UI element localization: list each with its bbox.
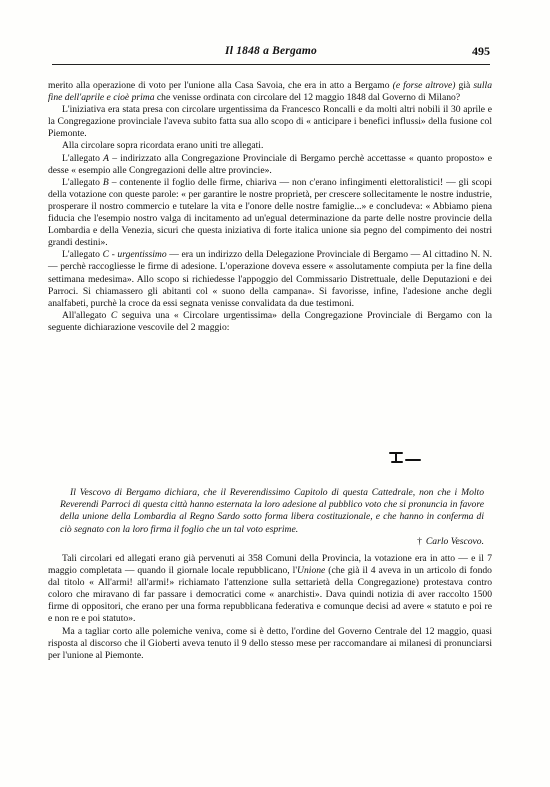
paragraph-initiative: L'iniziativa era stata presa con circolare urgentissima da Francesco Roncalli e da molti altri nobili il 30 aprile e la Congregazione provinciale l'aveva subito fatta sua allo scopo di « anticipare i benefici influssi» della fusione col Piemonte. <box>48 104 492 140</box>
paragraph-central-government-order: Ma a tagliar corto alle polemiche veniva, come si è detto, l'ordine del Governo Centrale del 12 maggio, quasi risposta al discorso che il Gioberti aveva tenuto il 9 dello stesso mese per raccomandare ai milanesi di pronunciarsi per l'unione al Piemonte. <box>48 625 492 661</box>
text-run-italic: C - urgentissimo <box>102 249 167 261</box>
page-header <box>52 44 490 65</box>
paragraph-attachment-b <box>48 177 492 250</box>
lower-text-block <box>48 553 492 662</box>
handwritten-mark <box>388 450 422 464</box>
text-run: Tali circolari ed allegati erano già pervenuti ai 358 Comuni della Provincia, la votazione era in atto — e il 7 maggio completata — quando il giornale locale repubblicano, l' <box>48 553 492 577</box>
text-run: merito alla operazione di voto per l'unione alla Casa Savoia, che era in atto a Bergamo <box>48 80 393 91</box>
text-run: seguiva una « Circolare urgentissima» della Congregazione Provinciale di Bergamo con la seguente dichiarazione vescovile del 2 maggio: <box>48 309 492 333</box>
paragraph-circular-urgent <box>48 310 492 334</box>
text-run: che venisse ordinata con circolare del 12 maggio 1848 dal Governo di Milano? <box>154 92 461 104</box>
text-run: – contenente il foglio delle firme, chiariva — non c'erano infingimenti elettoralistici! — gli scopi della votazione con queste parole: « per garantire le nostre proprietà, per crescere sollecitamente le nostre industrie, prosperare il nostro commercio e tutelare la vita e l'onore delle nostre famiglie...» e concludeva: « Abbiamo piena fiducia che l'esempio nostro valga di incitamento ad un'egual determinazione da parte delle nostre provincie della Lombardia e della Venezia, sicuri che questa iniziativa di forte italica unione sia pegno del compimento dei nostri grandi destini». <box>48 176 492 249</box>
text-run-italic: A <box>103 152 110 164</box>
text-run-italic: (e forse altrove) <box>392 80 456 91</box>
text-run: — era un indirizzo della Delegazione Provinciale di Bergamo — Al cittadino N. N. — perchè raccogliesse le firme di adesione. L'operazione doveva essere « assolutamente compiuta per la fine della settimana medesima». Allo scopo si richiedesse l'appoggio del Commissario Distrettuale, delle Deputazioni e dei Parroci. Si chiamassero gli abitanti col « suono della campana». Si favorisse, infine, l'adesione anche degli analfabeti, purchè la croce da essi segnata venisse convalidata da due testimoni. <box>48 249 492 309</box>
paragraph-attachment-c <box>48 249 492 309</box>
signature-line <box>417 536 484 547</box>
cross-icon: † <box>417 536 422 547</box>
text-run: – indirizzato alla Congregazione Provinciale di Bergamo perchè accettasse « quanto proposto» e desse « esempio alle Congregazioni delle altre provincie». <box>48 152 492 176</box>
paragraph-attachments-intro: Alla circolare sopra ricordata erano uniti tre allegati. <box>62 140 264 152</box>
paragraph-voting-question <box>48 80 492 104</box>
text-run: L'allegato <box>62 152 104 164</box>
text-run-italic: sulla fine dell'aprile e cioè prima <box>48 80 492 104</box>
running-title: Il 1848 a Bergamo <box>225 45 317 57</box>
text-run: L'allegato <box>62 249 103 261</box>
paragraph-attachment-a <box>48 153 492 177</box>
text-run-italic: B <box>102 176 109 188</box>
text-run: già <box>455 80 474 91</box>
paragraph-circulars-arrived <box>48 553 492 626</box>
text-run: (che già il 4 aveva in un articolo di fondo dal titolo « All'armi! all'armi!» richiamato l'attenzione sulla settarietà della Congregazione) protestava contro coloro che miravano di far passare i democratici come « anarchisti». Dava quindi notizia di aver raccolto 1500 firme di oppositori, che erano per una forma repubblicana federativa e comunque decisi ad avere « statuto e poi re e non re e poi statuto». <box>48 565 492 625</box>
signature-name: Carlo Vescovo. <box>425 536 484 547</box>
page-number: 495 <box>472 44 490 58</box>
text-run: L'allegato <box>62 176 103 188</box>
text-run-italic: Unione <box>297 565 326 577</box>
bishop-declaration-quote: Il Vescovo di Bergamo dichiara, che il Reverendissimo Capitolo di questa Cattedrale, non che i Molto Reverendi Parroci di questa città hanno esternata la loro adesione al pubblico voto che si pronuncia in favore della unione della Lombardia al Regno Sardo sotto forma libera costituzionale, e che hanno in conferma di ciò segnato con la loro firma il foglio che un tal voto esprime. <box>60 487 484 535</box>
upper-text-block <box>48 80 492 334</box>
text-run: All'allegato <box>62 309 111 321</box>
text-run-italic: C <box>110 309 118 321</box>
